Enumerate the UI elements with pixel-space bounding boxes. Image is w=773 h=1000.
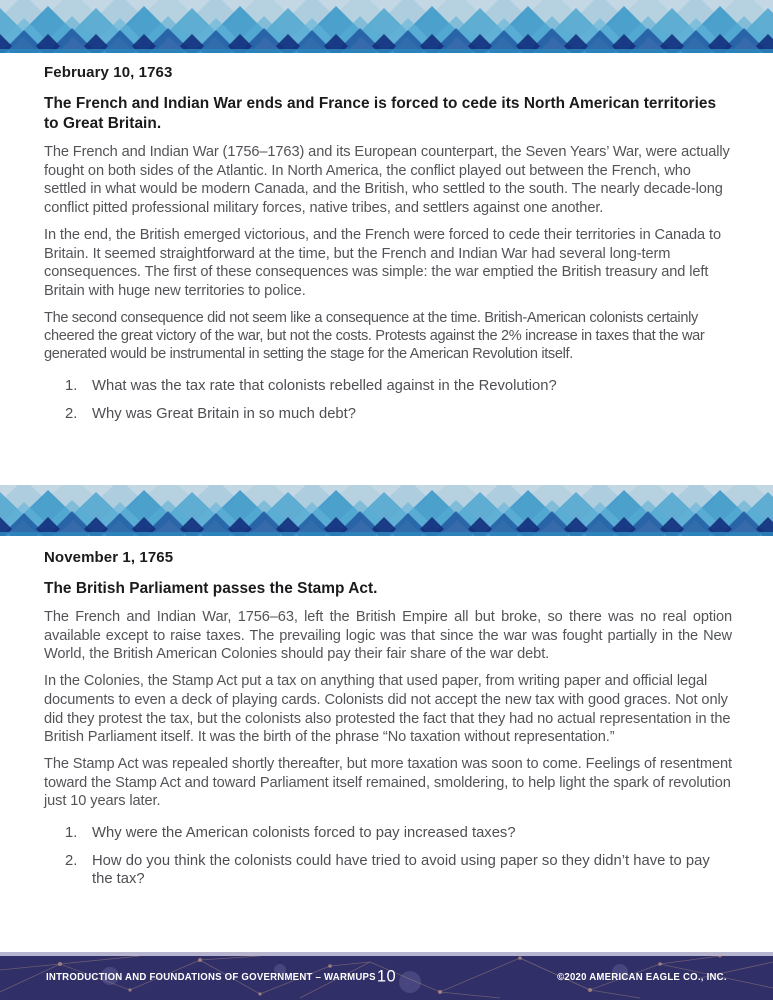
question-number: 1. bbox=[65, 377, 78, 394]
decorative-diamond-border-middle bbox=[0, 485, 773, 536]
page-footer bbox=[0, 952, 773, 1000]
paragraph: In the Colonies, the Stamp Act put a tax on anything that used paper, from writing paper and official legal documents to even a deck of playing cards. Colonists did not accept the new tax with good graces. Not only did they protest the tax, but the colonists also protested the fact that they had no actual representation in the British Parliament itself. It was the birth of the phrase “No taxation without representation.” bbox=[44, 673, 731, 746]
section-title: The British Parliament passes the Stamp Act. bbox=[44, 580, 378, 597]
question-list bbox=[44, 377, 732, 423]
question-list bbox=[44, 824, 732, 889]
footer-content bbox=[0, 952, 773, 1000]
question-number: 2. bbox=[65, 852, 78, 869]
question-text: How do you think the colonists could have tried to avoid using paper so they didn’t have to pay the tax? bbox=[92, 852, 710, 888]
footer-book-title: INTRODUCTION AND FOUNDATIONS OF GOVERNMENT – WARMUPS bbox=[46, 972, 376, 983]
question-item bbox=[65, 852, 732, 889]
section-stamp-act bbox=[44, 549, 732, 898]
section-french-indian-war bbox=[44, 64, 732, 432]
decorative-diamond-border-top bbox=[0, 0, 773, 53]
section-date: February 10, 1763 bbox=[44, 64, 173, 81]
question-number: 1. bbox=[65, 825, 78, 842]
question-text: What was the tax rate that colonists rebelled against in the Revolution? bbox=[92, 377, 557, 394]
question-item bbox=[65, 405, 732, 424]
paragraph: In the end, the British emerged victorious, and the French were forced to cede their territories in Canada to Britain. It seemed straightforward at the time, but the French and Indian War had several long-term consequences. The first of these consequences was simple: the war emptied the British treasury and left Britain with huge new territories to police. bbox=[44, 226, 721, 299]
question-item bbox=[65, 824, 732, 843]
paragraph: The French and Indian War, 1756–63, left the British Empire all but broke, so there was no real option available except to raise taxes. The prevailing logic was that since the war was fought partially in the New World, the British American Colonies should pay their fair share of the war debt. bbox=[44, 609, 732, 663]
footer-copyright: ©2020 AMERICAN EAGLE CO., INC. bbox=[557, 972, 727, 983]
question-text: Why was Great Britain in so much debt? bbox=[92, 405, 356, 422]
section-date: November 1, 1765 bbox=[44, 549, 174, 566]
paragraph: The second consequence did not seem like a consequence at the time. British-American colonists certainly cheered the great victory of the war, but not the costs. Protests against the 2% increase in taxes that the war generated would be instrumental in setting the stage for the American Revolution itself. bbox=[44, 309, 705, 363]
paragraph: The Stamp Act was repealed shortly thereafter, but more taxation was soon to come. Feelings of resentment toward the Stamp Act and toward Parliament itself remained, smoldering, to help light the spark of revolution just 10 years later. bbox=[44, 755, 732, 810]
paragraph: The French and Indian War (1756–1763) and its European counterpart, the Seven Years’ War, were actually fought on both sides of the Atlantic. In North America, the conflict played out between the French, who settled in what would be modern Canada, and the British, who settled to the south. The nearly decade-long conflict pitted professional military forces, native tribes, and settlers against one another. bbox=[44, 144, 730, 217]
question-item bbox=[65, 377, 732, 396]
question-number: 2. bbox=[65, 405, 78, 422]
section-title: The French and Indian War ends and France is forced to cede its North American territories to Great Britain. bbox=[44, 95, 717, 132]
question-text: Why were the American colonists forced to pay increased taxes? bbox=[92, 825, 516, 842]
page-number: 10 bbox=[376, 967, 397, 986]
